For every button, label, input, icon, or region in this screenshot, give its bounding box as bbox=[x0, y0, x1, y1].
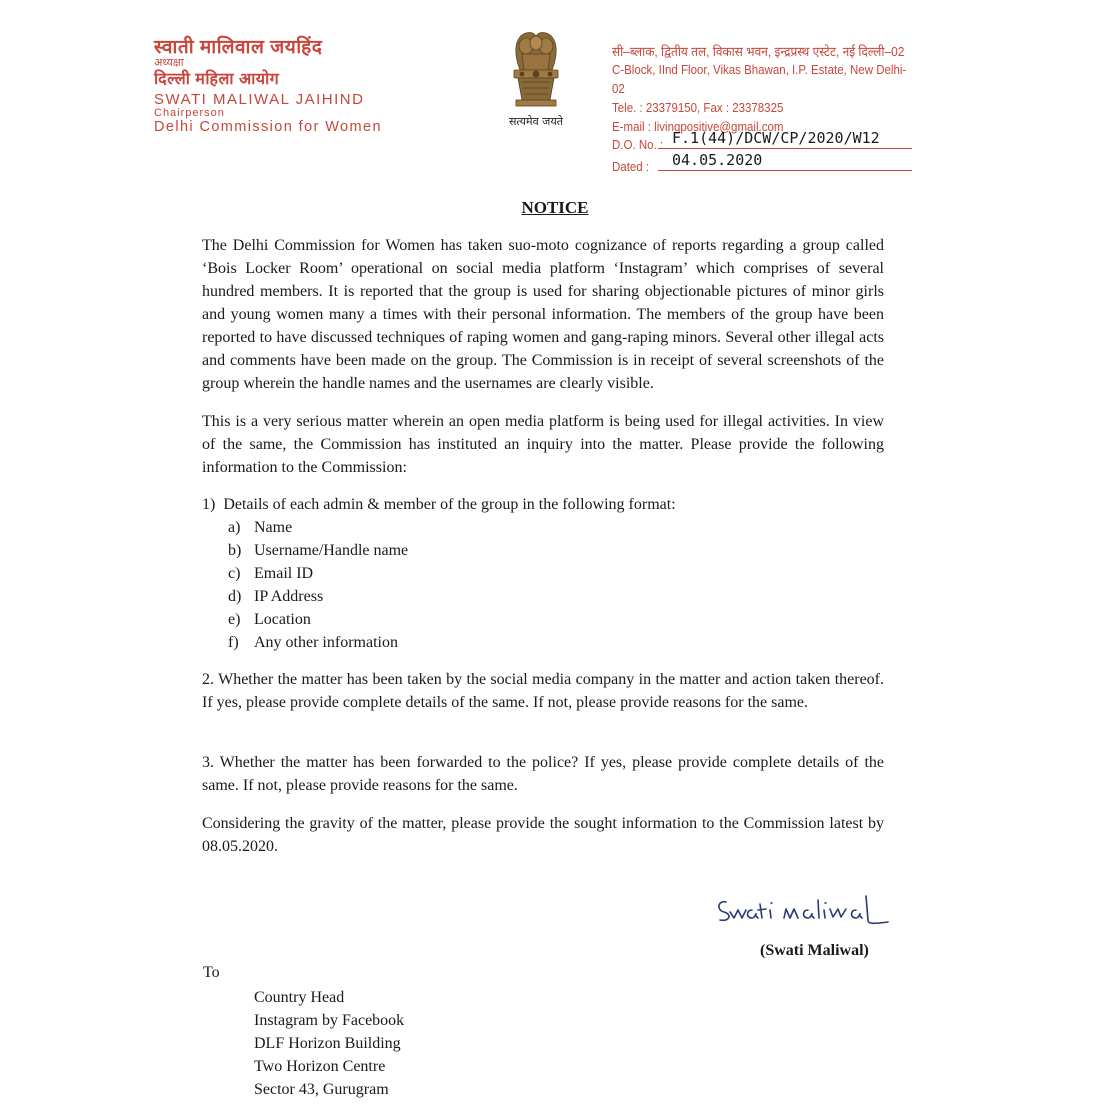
handwritten-signature bbox=[712, 888, 892, 934]
list-item bbox=[228, 608, 408, 631]
list-item-letter: f) bbox=[228, 634, 239, 651]
address-hindi: सी–ब्लाक, द्वितीय तल, विकास भवन, इन्द्रप्रस्थ एस्टेट, नई दिल्ली–02 bbox=[612, 44, 905, 59]
address-line: Sector 43, Gurugram bbox=[254, 1081, 389, 1098]
item-1: 1) Details of each admin & member of the group in the following format: bbox=[202, 496, 676, 513]
do-number-row bbox=[612, 130, 912, 152]
dated-row bbox=[612, 152, 912, 174]
paragraph-2: This is a very serious matter wherein an open media platform is being used for illegal activities. In view of the same, the Commission has instituted an inquiry into the matter. Please provide the following information to the Commission: bbox=[202, 413, 884, 476]
paragraph-closing: Considering the gravity of the matter, please provide the sought information to the Commission latest by 08.05.2020. bbox=[202, 815, 884, 855]
phone-fax: Tele. : 23379150, Fax : 23378325 bbox=[612, 101, 784, 115]
list-item-text: Username/Handle name bbox=[254, 542, 409, 559]
signatory-name: (Swati Maliwal) bbox=[760, 942, 869, 959]
address-line: Two Horizon Centre bbox=[254, 1058, 386, 1075]
address-line: DLF Horizon Building bbox=[254, 1035, 401, 1052]
list-item-text: IP Address bbox=[254, 588, 324, 605]
chairperson-role: Chairperson bbox=[154, 107, 225, 119]
list-item bbox=[228, 562, 408, 585]
do-number-line bbox=[658, 148, 912, 149]
list-item bbox=[228, 539, 408, 562]
list-item bbox=[228, 585, 408, 608]
paragraph-item-2: 2. Whether the matter has been taken by the social media company in the matter and action taken thereof. If yes, please provide complete details of the same. If not, please provide reasons for the same. bbox=[202, 671, 884, 711]
paragraph-item-3: 3. Whether the matter has been forwarded to the police? If yes, please provide complete details of the same. If not, please provide reasons for the same. bbox=[202, 754, 884, 794]
chairperson-name: SWATI MALIWAL JAIHIND bbox=[154, 91, 365, 108]
recipient-address bbox=[254, 986, 404, 1101]
organisation-name: Delhi Commission for Women bbox=[154, 119, 382, 135]
address-english: C-Block, IInd Floor, Vikas Bhawan, I.P. Estate, New Delhi-02 bbox=[612, 63, 907, 96]
chairperson-role-hindi: अध्यक्षा bbox=[154, 57, 184, 69]
do-number-value: F.1(44)/DCW/CP/2020/W12 bbox=[672, 129, 880, 147]
emblem-motto: सत्यमेव जयते bbox=[508, 115, 563, 128]
dated-value: 04.05.2020 bbox=[672, 151, 763, 169]
letterhead-right bbox=[612, 42, 916, 137]
dated-line bbox=[658, 170, 912, 171]
notice-title: NOTICE bbox=[521, 198, 589, 217]
organisation-name-hindi: दिल्ली महिला आयोग bbox=[154, 71, 280, 88]
chairperson-name-hindi: स्वाती मालिवाल जयहिंद bbox=[154, 37, 323, 58]
list-item-letter: a) bbox=[228, 519, 241, 536]
list-item-text: Name bbox=[254, 519, 293, 536]
list-item-letter: d) bbox=[228, 588, 242, 605]
list-item bbox=[228, 516, 408, 539]
list-item-letter: c) bbox=[228, 565, 241, 582]
address-line: Instagram by Facebook bbox=[254, 1012, 405, 1029]
list-item-text: Any other information bbox=[254, 634, 398, 651]
letterhead-left bbox=[154, 38, 484, 135]
list-item bbox=[228, 631, 408, 654]
list-item-text: Location bbox=[254, 611, 311, 628]
paragraph-1: The Delhi Commission for Women has taken suo-moto cognizance of reports regarding a group called ‘Bois Locker Room’ operational on social media platform ‘Instagram’ which comprises of several hundred members. It is reported that the group is used for sharing objectionable pictures of minor girls and young women many a times with their personal information. The members of the group have been reported to have discussed techniques of raping women and gang-raping minors. Several other illegal acts and comments have been made on the group. The Commission is in receipt of several screenshots of the group wherein the handle names and the usernames are clearly visible. bbox=[202, 237, 884, 392]
do-number-label: D.O. No. : bbox=[612, 138, 664, 152]
list-item-letter: b) bbox=[228, 542, 242, 559]
dated-label: Dated : bbox=[612, 160, 650, 174]
list-item-text: Email ID bbox=[254, 565, 314, 582]
to-label: To bbox=[203, 964, 220, 981]
email-address: E-mail : livingpositive@gmail.com bbox=[612, 120, 784, 134]
list-item-letter: e) bbox=[228, 611, 241, 628]
address-line: Country Head bbox=[254, 989, 345, 1006]
details-list bbox=[228, 516, 408, 654]
